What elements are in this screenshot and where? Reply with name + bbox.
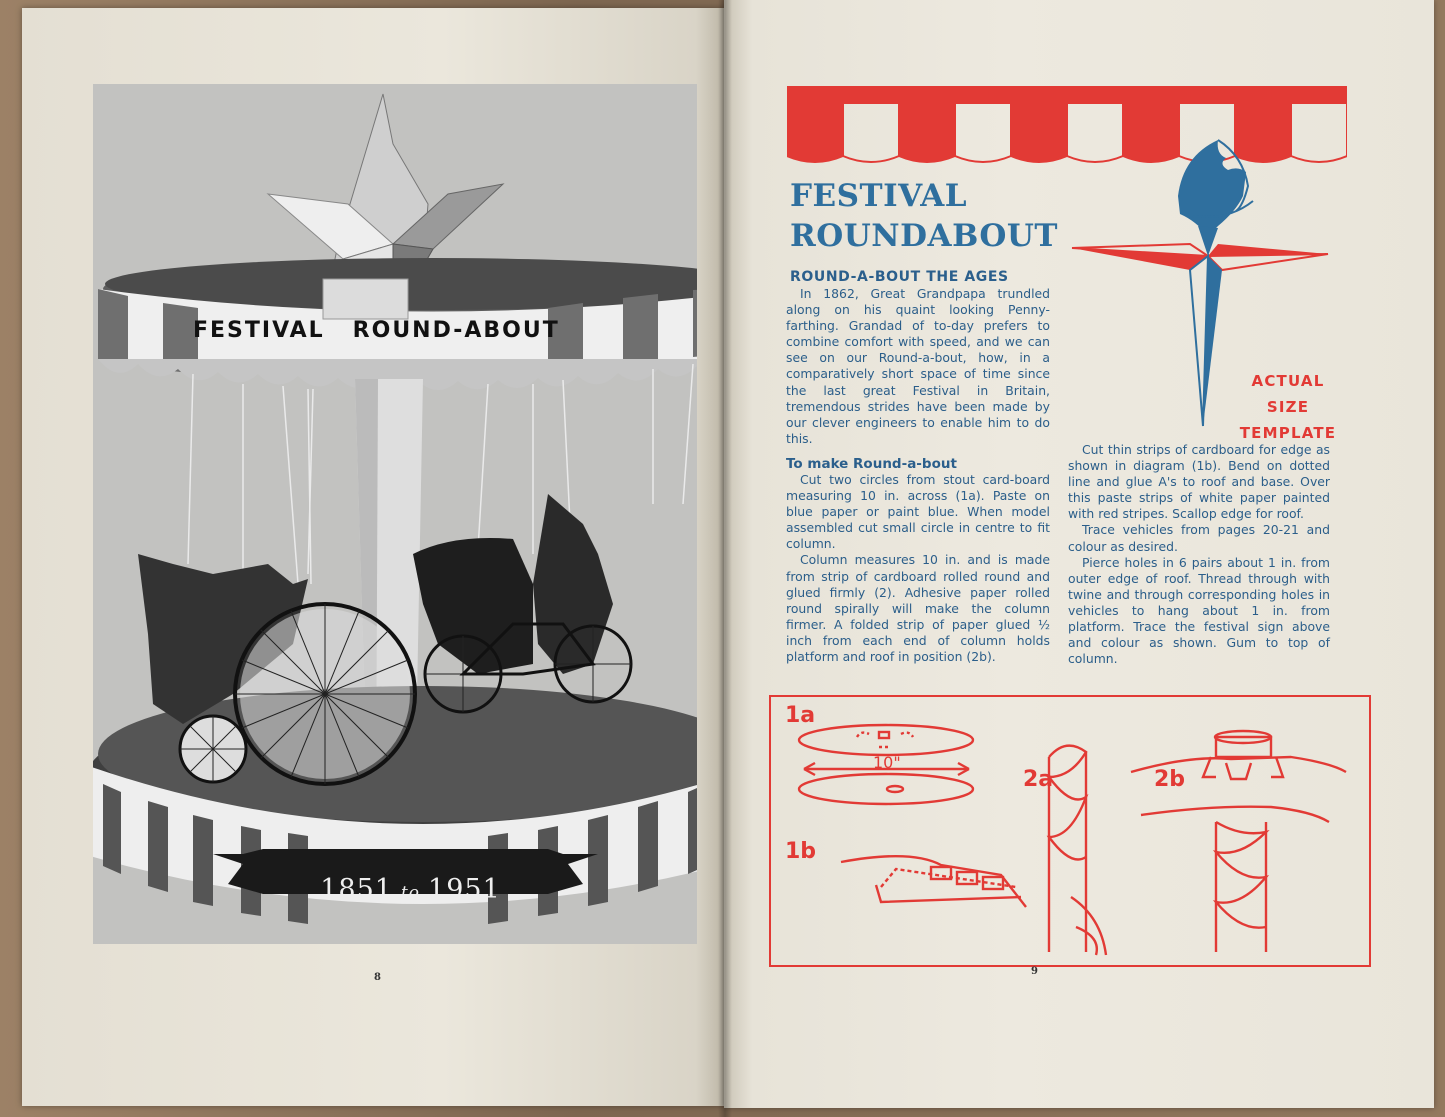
diagram-label-1a: 1a [785,703,816,728]
diagram-label-1b: 1b [785,839,817,864]
book-gutter [718,0,732,1117]
section-heading-make: To make Round-a-bout [786,456,957,472]
make-paragraph-2: Column measures 10 in. and is made from strip of cardboard rolled round and glued firmly (2). Adhesive paper rolled round spirally will make the column firmer. A folded strip of paper glued ½ inch from each end of column holds platform and roof in position (2b). [786,552,1050,665]
section-heading-ages: ROUND-A-BOUT THE AGES [790,269,1009,285]
carousel-illustration [93,84,697,944]
make-paragraph-1: Cut two circles from stout card-board measuring 10 in. across (1a). Paste on blue paper or paint blue. When model assembled cut small circle in centre to fit column. [786,472,1050,552]
column2-text [1068,442,1330,667]
diagram-measure-label: 10" [873,753,901,772]
title-line-1: FESTIVAL [790,178,968,214]
page-title [790,176,1058,256]
carousel-photo [93,84,697,944]
photo-banner-text [193,318,653,343]
date-ribbon [298,874,523,905]
actual-size-template-label [1228,368,1348,446]
instruction-diagram [769,695,1371,967]
date-joiner: to [400,883,421,903]
banner-word-roundabout: ROUND-ABOUT [352,318,560,343]
section-make-text [786,472,1050,665]
section-ages-paragraph: In 1862, Great Grandpapa trundled along on his quaint looking Penny-farthing. Grandad of to-day prefers to combine comfort with speed, and we can see on our Round-a-bout, how, in a comparatively short space of time since the last great Festival in Britain, tremendous strides have been made by our clever engineers to enable him to do this. [786,286,1050,446]
page-number-left: 8 [374,972,381,983]
banner-word-festival: FESTIVAL [193,318,325,343]
diagram-drawings [771,697,1369,965]
column2-paragraph-2: Trace vehicles from pages 20-21 and colour as desired. [1068,522,1330,554]
date-start: 1851 [320,874,393,905]
title-line-2: ROUNDABOUT [790,218,1058,254]
template-label-line-1: ACTUAL [1251,372,1325,390]
page-number-right: 9 [1031,966,1038,977]
diagram-label-2a: 2a [1023,767,1054,792]
diagram-label-2b: 2b [1154,767,1186,792]
template-label-line-3: TEMPLATE [1239,424,1337,442]
column2-paragraph-3: Pierce holes in 6 pairs about 1 in. from outer edge of roof. Thread through with twine and through corresponding holes in vehicles to hang about 1 in. from platform. Trace the festival sign above and colour as shown. Gum to top of column. [1068,554,1330,667]
column2-paragraph-1: Cut thin strips of cardboard for edge as shown in diagram (1b). Bend on dotted line and glue A's to roof and base. Over this paste strips of white paper painted with red stripes. Scallop edge for roof. [1068,442,1330,522]
section-ages-text [786,286,1050,447]
date-end: 1951 [428,874,501,905]
template-label-line-2: SIZE [1266,398,1310,416]
